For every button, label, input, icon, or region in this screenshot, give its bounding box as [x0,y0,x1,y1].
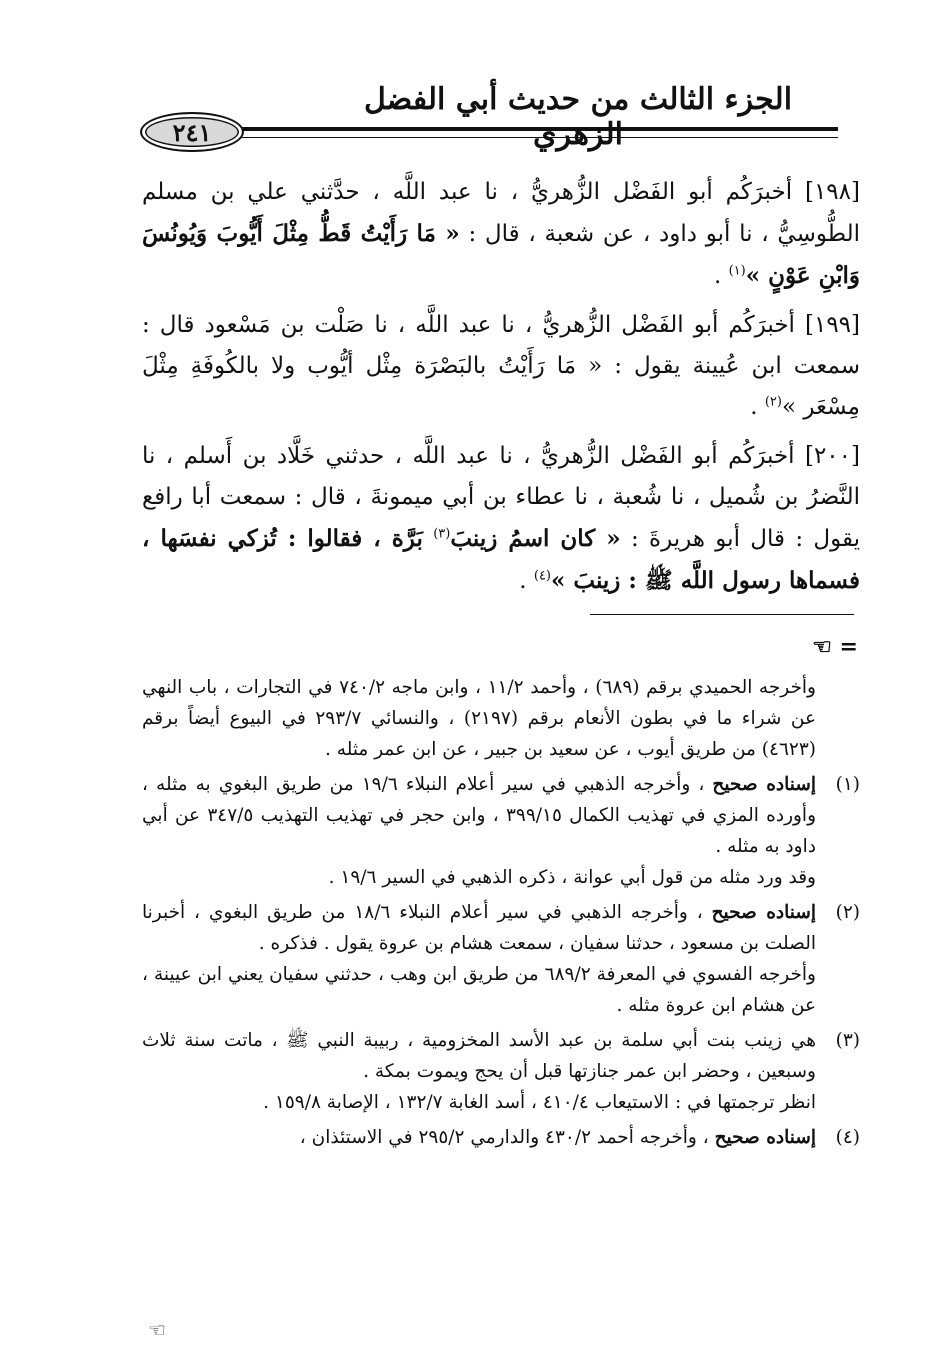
continuation-mark: = ☜ [812,634,858,660]
footnote-number: (٢) [835,902,860,923]
footnote-text: ، وأخرجه الذهبي في سير أعلام النبلاء ١٨/٦ من طريق البغوي ، أخبرنا الصلت بن مسعود ، حدثنا سفيان ، سمعت هشام بن عروة يقول . فذكره . [142,902,816,954]
sentence-end: . [750,394,758,420]
footnote-text: ، وأخرجه أحمد ٤٣٠/٢ والدارمي ٢٩٥/٢ في الاستئذان ، [299,1127,709,1148]
grading: إسناده صحيح [712,774,816,795]
footnote-text: هي زينب بنت أبي سلمة بن عبد الأسد المخزومية ، ربيبة النبي ﷺ ، ماتت سنة ثلاث وسبعين ، وحضر ابن عمر جنازتها قبل أن يحج ويموت بمكة . [142,1030,816,1082]
sentence-end: . [713,263,722,289]
header-rule [208,127,838,138]
footnote-extra: وأخرجه الفسوي في المعرفة ٦٨٩/٢ من طريق ابن وهب ، حدثني سفيان يعني ابن عيينة ، عن هشام ابن عروة مثله . [142,964,816,1016]
footnote-text: ، وأخرجه الذهبي في سير أعلام النبلاء ١٩/٦ من طريق البغوي به مثله ، وأورده المزي في تهذيب الكمال ٣٩٩/١٥ ، وابن حجر في تهذيب التهذيب ٣٤٧/٥ عن أبي داود به مثله . [142,774,817,857]
hadith-isnad: أخبرَكُم أبو الفَضْل الزُّهريُّ ، نا عبد اللَّه ، حدَّثني علي بن مسلم الطُّوسِيُّ ، نا أبو داود ، عن شعبة ، قال : [142,179,860,247]
hadith-number: [١٩٩] [804,312,861,338]
hadith-matn: « مَا رَأَيْتُ قَطُّ مِثْلَ أَيُّوبَ وَيُونُسَ وَابْنِ عَوْنٍ » [142,220,860,289]
footnote-ref: (٣) [433,526,451,542]
running-title: الجزء الثالث من حديث أبي الفضل الزهري [363,82,793,152]
grading: إسناده صحيح [711,902,816,923]
page-continue-icon: ☜ [148,1318,166,1342]
hadith-matn-part1: « كان اسمُ زينبَ [450,525,621,552]
footnote-separator [590,614,854,615]
hadith-200 [142,436,860,602]
hadith-isnad: أخبرَكُم أبو الفَضْل الزُّهريُّ ، نا عبد اللَّه ، حدثني خَلَّاد بن أَسلم ، نا النَّضرُ بن شُميل ، نا شُعبة ، نا عطاء بن أبي ميمونةَ ، قال : سمعت أبا رافع يقول : قال أبو هريرةَ : [142,443,861,552]
page-number-badge: ٢٤١ [140,112,244,152]
hadith-matn: « مَا رَأَيْتُ بالبَصْرَة مِثْل أيُّوب ولا بالكُوفَةِ مِثْلَ مِسْعَر » [142,353,860,420]
footnote-ref: (٤) [533,568,551,584]
footnote-4 [142,1122,860,1153]
footnote-2 [142,897,860,1021]
grading: إسناده صحيح [714,1127,816,1148]
footnote-number: (٣) [835,1030,860,1051]
footnote-extra: انظر ترجمتها في : الاستيعاب ٤١٠/٤ ، أسد الغابة ١٣٢/٧ ، الإصابة ١٥٩/٨ . [263,1092,816,1113]
hadith-number: [١٩٨] [804,179,860,205]
hadith-number: [٢٠٠] [804,443,860,469]
footnote-number: (١) [835,774,860,795]
main-text [142,172,860,610]
footnote-continued: وأخرجه الحميدي برقم (٦٨٩) ، وأحمد ١١/٢ ، وابن ماجه ٧٤٠/٢ في التجارات ، باب النهي عن شراء ما في بطون الأنعام برقم (٢١٩٧) ، والنسائي ٢٩٣/٧ في البيوع أيضاً برقم (٤٦٢٣) من طريق أيوب ، عن سعيد بن جبير ، عن ابن عمر مثله . [142,677,816,760]
hadith-matn-part2: بَرَّة ، فقالوا : تُزكي نفسَها ، فسماها رسول اللَّه ﷺ : زينبَ » [142,525,860,594]
footnote-number: (٤) [835,1127,860,1148]
footnote-ref: (١) [728,263,746,279]
sentence-end: . [519,568,527,594]
footnote-ref: (٢) [764,394,782,410]
hadith-199 [142,305,860,428]
footnotes [142,672,860,1157]
footnote-1 [142,769,860,893]
footnote-3 [142,1025,860,1118]
page-header [138,78,838,158]
hadith-198 [142,172,860,297]
footnote-extra: وقد ورد مثله من قول أبي عوانة ، ذكره الذهبي في السير ١٩/٦ . [328,867,816,888]
hadith-isnad: أخبرَكُم أبو الفَضْل الزُّهريُّ ، نا عبد اللَّه ، نا صَلْت بن مَسْعود قال : سمعت ابن عُيينة يقول : [142,312,861,379]
